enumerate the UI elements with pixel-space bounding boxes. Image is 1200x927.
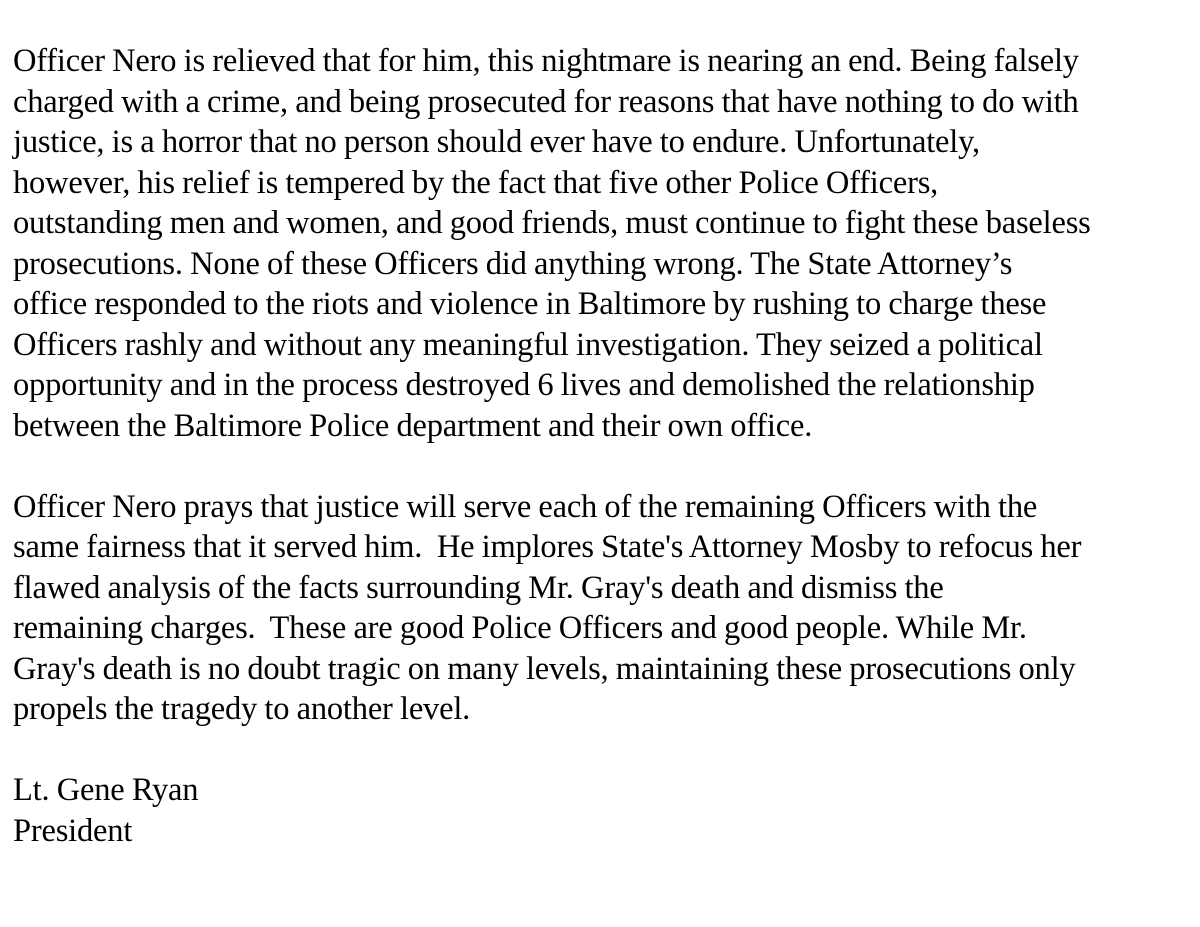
document-body (13, 41, 1198, 851)
paragraph-1 (13, 41, 1198, 446)
paragraph-1-line: justice, is a horror that no person should ever have to endure. Unfortunately, (13, 124, 980, 160)
paragraph-2-line: Gray's death is no doubt tragic on many levels, maintaining these prosecutions only (13, 650, 1076, 687)
signature-name: Lt. Gene Ryan (13, 772, 199, 808)
paragraph-1-line: prosecutions. None of these Officers did anything wrong. The State Attorney’s (13, 245, 1013, 282)
paragraph-2-line: remaining charges. These are good Police Officers and good people. While Mr. (13, 610, 1027, 646)
paragraph-1-line: however, his relief is tempered by the fact that five other Police Officers, (13, 164, 939, 201)
signature-block (13, 770, 1198, 851)
paragraph-2-line: flawed analysis of the facts surrounding Mr. Gray's death and dismiss the (13, 569, 944, 606)
paragraph-1-line: Officers rashly and without any meaningful investigation. They seized a political (13, 326, 1043, 363)
paragraph-1-line: office responded to the riots and violence in Baltimore by rushing to charge these (13, 286, 1047, 322)
paragraph-1-line: opportunity and in the process destroyed 6 lives and demolished the relationship (13, 367, 1035, 403)
paragraph-gap (13, 446, 1198, 487)
paragraph-1-line: Officer Nero is relieved that for him, this nightmare is nearing an end. Being falsely (13, 43, 1079, 79)
paragraph-2-line: same fairness that it served him. He implores State's Attorney Mosby to refocus her (13, 529, 1082, 565)
signature-title: President (13, 812, 133, 849)
paragraph-2-line: propels the tragedy to another level. (13, 691, 471, 727)
paragraph-2 (13, 487, 1198, 730)
paragraph-1-line: outstanding men and women, and good friends, must continue to fight these baseless (13, 205, 1091, 241)
paragraph-1-line: charged with a crime, and being prosecuted for reasons that have nothing to do with (13, 83, 1079, 120)
paragraph-2-line: Officer Nero prays that justice will serve each of the remaining Officers with the (13, 488, 1038, 525)
paragraph-1-line: between the Baltimore Police department and their own office. (13, 407, 813, 444)
paragraph-gap (13, 730, 1198, 771)
